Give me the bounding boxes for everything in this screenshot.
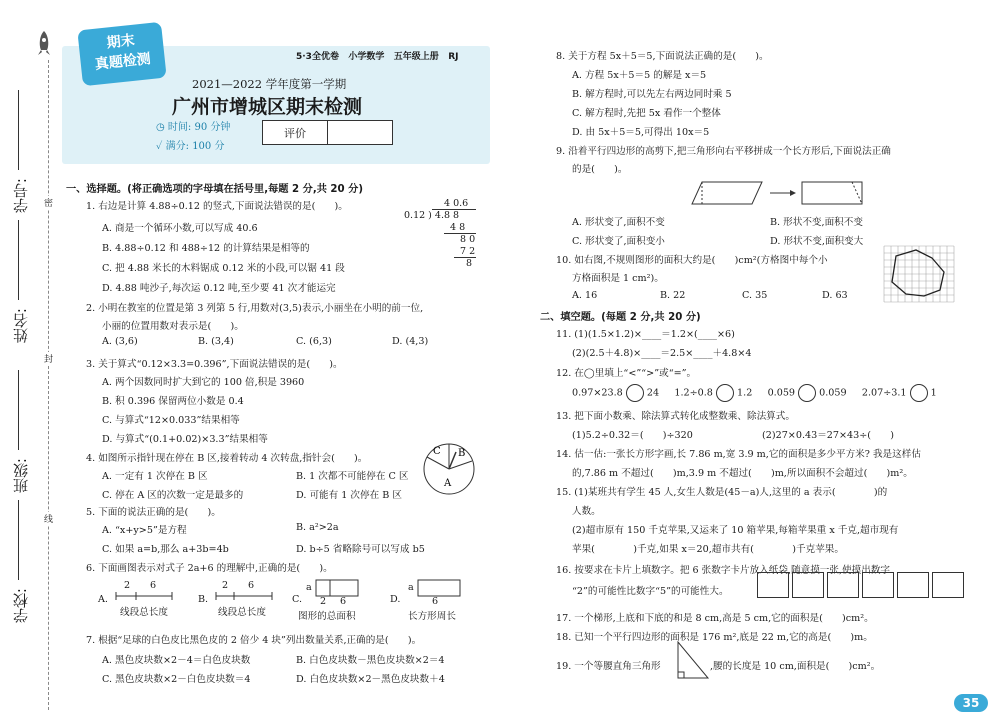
rocket-icon (36, 30, 52, 56)
q15-line-2: 人数。 (572, 506, 601, 517)
q6-b-label-2: 2 (222, 580, 229, 591)
q6-figure-d (416, 578, 464, 604)
q19-triangle-figure (676, 640, 710, 680)
q8-option-d: D. 由 5x＋5＝5,可得出 10x＝5 (572, 127, 710, 138)
div-step-2: 8 0 (460, 234, 476, 245)
id-line (18, 90, 19, 170)
q13-line-1: (1)5.2÷0.32＝( )÷320 (572, 430, 693, 441)
q10-option-a: A. 16 (572, 290, 598, 301)
q6-stem: 6. 下面画图表示对式子 2a+6 的理解中,正确的是( )。 (86, 563, 333, 574)
div-dividend: 0.12 ) 4.8 8 (404, 210, 460, 221)
q10-grid-figure (882, 244, 956, 304)
name-line (18, 220, 19, 300)
q7-option-c: C. 黑色皮块数×2－白色皮块数＝4 (102, 674, 251, 685)
q10-option-b: B. 22 (660, 290, 686, 301)
q2-option-d: D. (4,3) (392, 336, 429, 347)
q4-option-c: C. 停在 A 区的次数一定是最多的 (102, 490, 244, 501)
card-blank-2[interactable] (792, 572, 824, 598)
q6-a-label-2: 2 (124, 580, 131, 591)
q7-stem: 7. 根据“足球的白色皮比黑色皮的 2 倍少 4 块”列出数量关系,正确的是( )。 (86, 635, 422, 646)
q9-option-c: C. 形状变了,面积变小 (572, 236, 665, 247)
edition: RJ (448, 52, 459, 62)
q12-b-left: 1.2÷0.8 (674, 387, 713, 399)
q6-a-label-6: 6 (150, 580, 157, 591)
q6-option-b: B. (198, 594, 209, 605)
card-blank-1[interactable] (757, 572, 789, 598)
time-info (156, 118, 230, 133)
card-blank-6[interactable] (932, 572, 964, 598)
q6-c-label-6: 6 (340, 596, 347, 607)
div-quotient: 4 0.6 (444, 198, 469, 209)
q12-b-circle[interactable] (716, 384, 734, 402)
page-number: 35 (954, 694, 988, 712)
q15-line-4: 苹果( )千克,如果 x＝20,超市共有( )千克苹果。 (572, 544, 844, 555)
id-label: 学号: (12, 178, 30, 214)
q5-option-a: A. “x+y>5”是方程 (102, 525, 187, 536)
section-2-title: 二、填空题。(每题 2 分,共 20 分) (540, 312, 701, 323)
q12-items (572, 384, 937, 402)
q6-figure-a (114, 582, 174, 604)
q6-caption-c: 图形的总面积 (298, 611, 356, 622)
q4-option-a: A. 一定有 1 次停在 B 区 (102, 471, 208, 482)
q12-b-right: 1.2 (737, 387, 753, 399)
q8-option-b: B. 解方程时,可以先左右两边同时乘 5 (572, 89, 732, 100)
q9-stem-2: 的是( )。 (572, 164, 628, 175)
q12-a-circle[interactable] (626, 384, 644, 402)
q6-option-d: D. (390, 594, 401, 605)
q1-stem: 1. 右边是计算 4.88÷0.12 的竖式,下面说法错误的是( )。 (86, 201, 348, 212)
card-blank-4[interactable] (862, 572, 894, 598)
q3-stem: 3. 关于算式“0.12×3.3=0.396”,下面说法错误的是( )。 (86, 359, 343, 370)
q10-stem: 10. 如右图,不规则图形的面积大约是( )cm²(方格图中每个小 (556, 255, 828, 266)
div-rule-2 (454, 257, 476, 258)
spinner-label-b: B (458, 448, 466, 459)
q7-option-a: A. 黑色皮块数×2－4＝白色皮块数 (102, 655, 251, 666)
q12-d-left: 2.07÷3.1 (861, 387, 907, 399)
score-text: 满分: 100 分 (165, 141, 225, 152)
q12-a-right: 24 (646, 387, 660, 399)
q14-line-2: 的,7.86 m 不超过( )m,3.9 m 不超过( )m,所以面积不会超过( )m²。 (572, 468, 913, 479)
spinner-label-c: C (433, 446, 441, 457)
q5-stem: 5. 下面的说法正确的是( )。 (86, 507, 221, 518)
q11-line-2: (2)(2.5＋4.8)×____＝2.5×____＋4.8×4 (572, 348, 752, 359)
q1-option-c: C. 把 4.88 米长的木料锯成 0.12 米的小段,可以锯 41 段 (102, 263, 345, 274)
q8-option-c: C. 解方程时,先把 5x 看作一个整体 (572, 108, 721, 119)
q7-option-d: D. 白色皮块数×2－黑色皮块数＋4 (296, 674, 445, 685)
div-step-1: 4 8 (450, 222, 466, 233)
eval-label: 评价 (263, 121, 328, 145)
q16-line-1: 16. 按要求在卡片上填数字。把 6 张数字卡片放入纸袋,随意摸一张,使摸出数字 (556, 565, 891, 576)
subject: 小学数学 (348, 52, 385, 62)
q3-option-d: D. 与算式“(0.1+0.02)×3.3”结果相等 (102, 434, 268, 445)
page-title: 广州市增城区期末检测 (172, 96, 363, 118)
spinner-label-a: A (444, 478, 452, 489)
name-label: 姓名: (12, 308, 30, 344)
eval-blank[interactable] (328, 121, 393, 145)
q12-c-left: 0.05̇9 (767, 387, 796, 399)
q5-option-b: B. a²>2a (296, 522, 339, 533)
q19-b: ,腰的长度是 10 cm,面积是( )cm²。 (710, 661, 881, 672)
q9-option-a: A. 形状变了,面积不变 (572, 217, 665, 228)
q2-option-b: B. (3,4) (198, 336, 234, 347)
q12-d-right: 1 (930, 387, 937, 399)
clock-icon: ◷ (156, 122, 168, 133)
q7-option-b: B. 白色皮块数－黑色皮块数×2＝4 (296, 655, 445, 666)
seal-char-3: 线 (42, 514, 52, 523)
q6-d-label-6: 6 (432, 596, 439, 607)
q6-figures (98, 578, 478, 624)
q6-caption-b: 线段总长度 (218, 607, 266, 618)
q11-line-1: 11. (1)(1.5×1.2)×____＝1.2×(____×6) (556, 329, 735, 340)
q15-line-1: 15. (1)某班共有学生 45 人,女生人数是(45－a)人,这里的 a 表示( )的 (556, 487, 888, 498)
q6-caption-d: 长方形周长 (408, 611, 456, 622)
q1-option-a: A. 商是一个循环小数,可以写成 40.6̇ (102, 223, 258, 234)
q6-c-label-a: a (306, 582, 312, 593)
q6-b-label-6: 6 (248, 580, 255, 591)
class-label: 班级: (12, 458, 30, 494)
q13-line-2: (2)27×0.43＝27×43÷( ) (762, 430, 894, 441)
q1-option-b: B. 4.88÷0.12 和 488÷12 的计算结果是相等的 (102, 243, 310, 254)
check-circle-icon: ✓ (156, 141, 166, 152)
q3-option-b: B. 积 0.396 保留两位小数是 0.4 (102, 396, 244, 407)
q13-stem: 13. 把下面小数乘、除法算式转化成整数乘、除法算式。 (556, 411, 795, 422)
exam-badge (77, 22, 166, 86)
binding-margin (0, 0, 58, 726)
section-1-title: 一、选择题。(将正确选项的字母填在括号里,每题 2 分,共 20 分) (66, 184, 364, 195)
card-blank-5[interactable] (897, 572, 929, 598)
q5-option-d: D. b÷5 省略除号可以写成 b5 (296, 544, 425, 555)
seal-char-2: 封 (42, 354, 52, 363)
q9-option-b: B. 形状不变,面积不变 (770, 217, 863, 228)
q3-option-c: C. 与算式“12×0.033”结果相等 (102, 415, 240, 426)
q6-c-label-2: 2 (320, 596, 327, 607)
long-division (404, 198, 484, 276)
q10-stem-2: 方格面积是 1 cm²)。 (572, 273, 664, 284)
q16-cards (757, 572, 967, 601)
badge-line-2: 真题检测 (94, 51, 152, 73)
term-title: 2021—2022 学年度第一学期 (192, 77, 347, 91)
div-remainder: 8 (466, 258, 473, 269)
badge-line-1: 期末 (105, 32, 136, 52)
q10-option-c: C. 35 (742, 290, 768, 301)
q18: 18. 已知一个平行四边形的面积是 176 m²,底是 22 m,它的高是( )m。 (556, 632, 873, 643)
q3-option-a: A. 两个因数同时扩大到它的 100 倍,积是 3960 (102, 377, 305, 388)
seal-line (48, 60, 49, 710)
q12-c-right: 0.05̇9 (819, 387, 847, 399)
q19-a: 19. 一个等腰直角三角形 (556, 661, 661, 672)
q17: 17. 一个梯形,上底和下底的和是 8 cm,高是 5 cm,它的面积是( )cm²。 (556, 613, 874, 624)
q4-stem: 4. 如图所示指针现在停在 B 区,接着转动 4 次转盘,指针会( )。 (86, 453, 368, 464)
q4-option-d: D. 可能有 1 次停在 B 区 (296, 490, 402, 501)
school-line (18, 500, 19, 580)
q9-stem: 9. 沿着平行四边形的高剪下,把三角形向右平移拼成一个长方形后,下面说法正确 (556, 146, 891, 157)
div-step-3: 7 2 (460, 246, 476, 257)
q10-option-d: D. 63 (822, 290, 848, 301)
q2-option-c: C. (6,3) (296, 336, 332, 347)
q12-stem: 12. 在◯里填上“<”“>”或“=”。 (556, 368, 697, 379)
evaluation-box (262, 120, 393, 145)
q12-d-circle[interactable] (910, 384, 928, 402)
grade: 五年级上册 (393, 52, 439, 62)
q2-stem-2: 小丽的位置用数对表示是( )。 (102, 321, 244, 332)
q12-c-circle[interactable] (798, 384, 816, 402)
school-label: 学校: (12, 588, 30, 624)
q8-option-a: A. 方程 5x＋5＝5 的解是 x＝5 (572, 70, 707, 81)
q6-option-a: A. (98, 594, 108, 605)
class-line (18, 370, 19, 450)
q15-line-3: (2)超市原有 150 千克苹果,又运来了 10 箱苹果,每箱苹果重 x 千克,超市现有 (572, 525, 899, 536)
time-text: 时间: 90 分钟 (167, 122, 231, 133)
series-info (296, 49, 458, 62)
series-name: 5·3全优卷 (296, 52, 339, 62)
q9-option-d: D. 形状不变,面积变大 (770, 236, 864, 247)
q2-stem: 2. 小明在教室的位置是第 3 列第 5 行,用数对(3,5)表示,小丽坐在小明的前一位, (86, 303, 424, 314)
q6-d-label-a: a (408, 582, 414, 593)
seal-char-1: 密 (42, 198, 52, 207)
q6-option-c: C. (292, 594, 303, 605)
q5-option-c: C. 如果 a=b,那么 a+3b=4b (102, 544, 229, 555)
card-blank-3[interactable] (827, 572, 859, 598)
q8-stem: 8. 关于方程 5x＋5＝5,下面说法正确的是( )。 (556, 51, 769, 62)
q4-option-b: B. 1 次都不可能停在 C 区 (296, 471, 409, 482)
spinner-figure (422, 442, 476, 496)
q6-caption-a: 线段总长度 (120, 607, 168, 618)
q2-option-a: A. (3,6) (102, 336, 138, 347)
q16-line-2: “2”的可能性比数字“5”的可能性大。 (572, 586, 729, 597)
q1-option-d: D. 4.88 吨沙子,每次运 0.12 吨,至少要 41 次才能运完 (102, 283, 336, 294)
q12-a-left: 0.97×23.8 (572, 387, 623, 399)
score-info (156, 137, 224, 152)
q14-line-1: 14. 估一估:一张长方形字画,长 7.86 m,宽 3.9 m,它的面积是多少平方米? 我是这样估 (556, 449, 921, 460)
q9-figure (690, 178, 890, 208)
